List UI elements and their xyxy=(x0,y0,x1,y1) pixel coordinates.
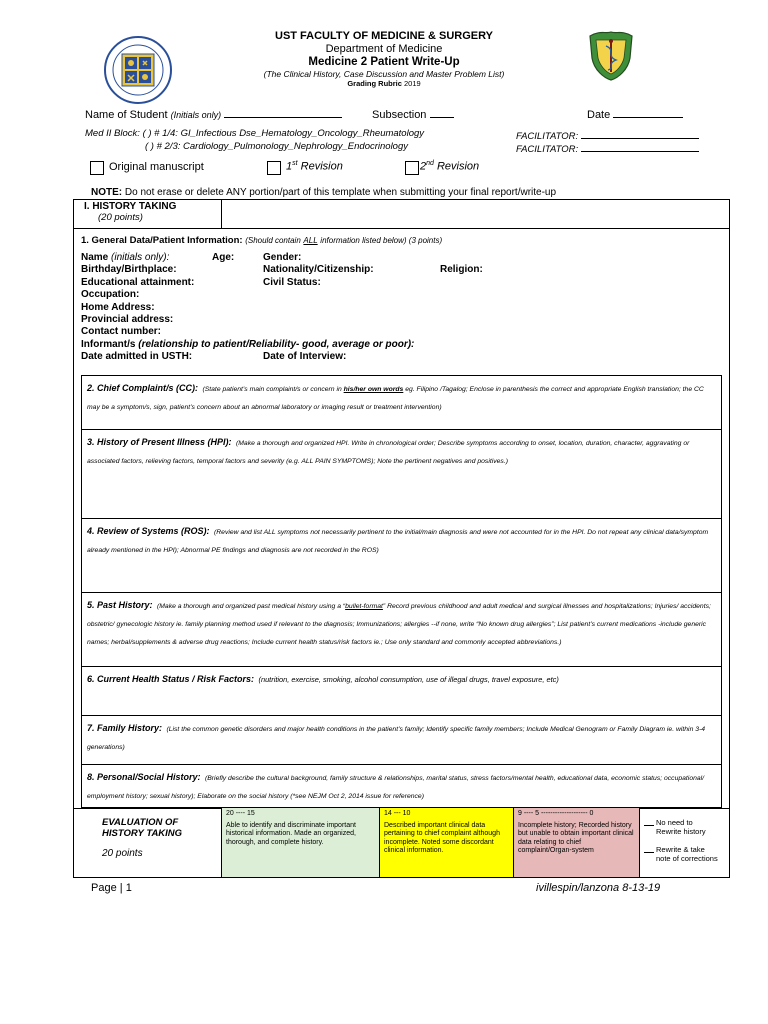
block-option-1-prefix[interactable]: ( ) # 1/4: xyxy=(142,128,178,139)
medicine-crest-logo xyxy=(586,30,636,82)
name-label: Name xyxy=(81,252,109,263)
past-history-title: 5. Past History: xyxy=(87,600,153,610)
present-illness-title: 3. History of Present Illness (HPI): xyxy=(87,437,232,447)
chief-complaint-desc-pre: (State patient’s main complaint/s or concern in xyxy=(202,386,344,393)
informant-field[interactable] xyxy=(81,339,414,351)
review-of-systems-section[interactable] xyxy=(81,518,722,557)
rubric-rewrite-cell xyxy=(644,818,728,863)
department-name: Department of Medicine xyxy=(325,43,443,55)
family-history-section[interactable] xyxy=(81,715,722,754)
document-title: Medicine 2 Patient Write-Up xyxy=(308,56,460,68)
informant-label: Informant/s xyxy=(81,338,136,350)
no-rewrite-blank xyxy=(644,825,654,826)
chief-complaint-desc-post: eg. Filipino /Tagalog; Enclose in parenthesis the correct and appropriate English translation; the CC may be a symptom/s, sign, patient’s concern about an abnormal laboratory or imaging result or treatment intervention) xyxy=(87,386,704,411)
first-revision-checkbox[interactable] xyxy=(267,161,281,175)
personal-social-title: 8. Personal/Social History: xyxy=(87,772,201,782)
page-label: Page xyxy=(91,882,117,894)
occupation-field[interactable]: Occupation: xyxy=(81,289,140,301)
first-revision-text: Revision xyxy=(300,160,343,173)
general-data-desc-pre: (Should contain xyxy=(245,236,301,245)
rubric-excellent-text: Able to identify and discriminate important historical information. Made an organized, thorough, and complete history. xyxy=(226,821,356,846)
rewrite-blank xyxy=(644,852,654,853)
facilitator-label-2: FACILITATOR: xyxy=(516,144,579,155)
rubric-fair-text: Described important clinical data pertaining to chief complaint although incomplete. Noted some discordant clinical information. xyxy=(384,821,500,855)
no-rewrite-option[interactable] xyxy=(644,818,728,836)
general-data-heading xyxy=(81,235,442,246)
name-hint: (initials only): xyxy=(111,252,170,263)
school-name: UST FACULTY OF MEDICINE & SURGERY xyxy=(275,30,493,42)
rubric-poor-text: Incomplete history; Recorded history but unable to obtain important clinical data relating to chief complaint/Organ-system xyxy=(518,821,634,855)
contact-number-field[interactable]: Contact number: xyxy=(81,326,161,338)
provincial-address-field[interactable]: Provincial address: xyxy=(81,314,174,326)
history-title: I. HISTORY TAKING xyxy=(84,201,177,212)
past-history-desc-underline: bullet-format xyxy=(345,603,383,610)
current-health-section[interactable] xyxy=(81,666,722,687)
civil-status-field[interactable]: Civil Status: xyxy=(263,276,321,288)
grading-rubric-label xyxy=(234,79,534,88)
rubric-poor-range: 9 ---- 5 -------------------- 0 xyxy=(518,810,594,817)
original-manuscript-checkbox[interactable] xyxy=(90,161,104,175)
history-points: (20 points) xyxy=(98,212,143,223)
past-history-desc-pre: (Make a thorough and organized past medical history using a “ xyxy=(156,603,346,610)
student-name-field[interactable] xyxy=(224,107,342,118)
date-of-interview-field[interactable]: Date of Interview: xyxy=(263,351,347,363)
rewrite-option[interactable] xyxy=(644,845,728,863)
chief-complaint-desc-underline: his/her own words xyxy=(343,386,404,393)
page-separator: | xyxy=(119,882,123,894)
present-illness-section[interactable] xyxy=(81,429,722,468)
second-revision-number: 2 xyxy=(420,160,427,173)
document-subtitle: (The Clinical History, Case Discussion and Master Problem List) xyxy=(263,69,505,79)
evaluation-title-cell xyxy=(102,817,182,859)
facilitator-row-2 xyxy=(516,141,699,155)
rubric-fair-cell[interactable] xyxy=(380,808,514,877)
facilitator-field-2[interactable] xyxy=(581,141,699,152)
current-health-desc: (nutrition, exercise, smoking, alcohol consumption, use of illegal drugs, travel exposure, etc) xyxy=(258,675,559,684)
informant-hint: (relationship to patient/Reliability- good, average or poor): xyxy=(138,338,415,350)
page-number xyxy=(91,882,132,894)
religion-field[interactable]: Religion: xyxy=(440,264,483,276)
note-label: NOTE: xyxy=(91,187,123,198)
date-row xyxy=(587,107,683,121)
block-row-2 xyxy=(145,141,408,152)
no-rewrite-line2: Rewrite history xyxy=(656,827,706,836)
rubric-fair-range: 14 --- 10 xyxy=(384,810,411,817)
block-option-2-prefix[interactable]: ( ) # 2/3: xyxy=(145,141,181,152)
first-revision-superscript: st xyxy=(292,160,298,167)
rubric-excellent-cell[interactable] xyxy=(221,808,380,877)
facilitator-row-1 xyxy=(516,128,699,142)
name-field[interactable] xyxy=(81,252,414,264)
review-of-systems-title: 4. Review of Systems (ROS): xyxy=(87,526,210,536)
block-option-1: GI_Infectious Dse_Hematology_Oncology_Rheumatology xyxy=(180,128,425,139)
gender-field[interactable]: Gender: xyxy=(263,252,302,263)
ust-seal-logo xyxy=(103,35,173,105)
education-field[interactable]: Educational attainment: xyxy=(81,276,195,288)
rubric-poor-cell[interactable] xyxy=(514,808,640,877)
family-history-title: 7. Family History: xyxy=(87,723,163,733)
chief-complaint-section[interactable] xyxy=(81,375,722,414)
facilitator-field-1[interactable] xyxy=(581,128,699,139)
original-manuscript-label: Original manuscript xyxy=(109,161,204,173)
block-row-1 xyxy=(85,128,424,139)
student-name-row xyxy=(85,107,342,121)
general-data-desc-all: ALL xyxy=(303,236,318,245)
subsection-field[interactable] xyxy=(430,107,454,118)
evaluation-title-line1: EVALUATION OF xyxy=(102,817,179,828)
first-revision-number: 1 xyxy=(286,160,293,173)
current-health-title: 6. Current Health Status / Risk Factors: xyxy=(87,674,255,684)
past-history-desc-post: ” Record previous childhood and adult medical and surgical illnesses and hospitalizations; Injuries/ accidents; obstetric/ gynecologic history ie. family planning method used if relevant to the diagnosis; Immunizations; allergies --if none, write “No known drug allergies”; List patient’s current medications -include generic names; herbal/supplements & adverse drug reactions; Include current health status/risk factors ie.; Use only standard and commonly accepted abbreviations.) xyxy=(87,603,711,646)
second-revision-label xyxy=(420,160,479,173)
evaluation-points: 20 points xyxy=(102,848,143,859)
history-title-divider xyxy=(73,228,730,229)
family-history-desc: (List the common genetic disorders and major health conditions in the patient’s family; Identify specific family members; Include Medical Genogram or Family Diagram ie. within 3-4 generations) xyxy=(87,726,706,751)
page-num: 1 xyxy=(125,882,132,894)
rubric-year: 2019 xyxy=(404,79,421,88)
no-rewrite-line1: No need to xyxy=(656,818,693,827)
date-admitted-field[interactable]: Date admitted in USTH: xyxy=(81,351,193,363)
chief-complaint-title: 2. Chief Complaint/s (CC): xyxy=(87,383,199,393)
general-data-desc-post: information listed below) (3 points) xyxy=(320,236,443,245)
evaluation-title-line2: HISTORY TAKING xyxy=(102,828,183,839)
nationality-field[interactable]: Nationality/Citizenship: xyxy=(263,264,374,276)
rewrite-line2: note of corrections xyxy=(656,854,718,863)
rubric-excellent-range: 20 ---- 15 xyxy=(226,810,255,817)
personal-social-desc: (Briefly describe the cultural background, family structure & relationships, marital status, stress factors/mental health, educational data, economic status; occupational/ employment history; sexual history); Elaborate on the social history (*see NEJM Oct 2, 2014 issue for reference) xyxy=(87,775,705,800)
block-label: Med II Block: xyxy=(85,128,140,139)
date-label: Date xyxy=(587,109,611,121)
second-revision-checkbox[interactable] xyxy=(405,161,419,175)
date-field[interactable] xyxy=(613,107,683,118)
student-name-label: Name of Student xyxy=(85,109,168,121)
subsection-row xyxy=(372,107,454,121)
rubric-bold-text: Grading Rubric xyxy=(347,79,402,88)
note-text: Do not erase or delete ANY portion/part of this template when submitting your final report/write-up xyxy=(124,187,557,198)
history-title-cell xyxy=(84,201,176,223)
student-name-hint: (Initials only) xyxy=(170,110,222,120)
past-history-section[interactable] xyxy=(81,592,722,649)
block-option-2: Cardiology_Pulmonology_Nephrology_Endocrinology xyxy=(183,141,408,152)
general-data-title: 1. General Data/Patient Information: xyxy=(81,235,243,246)
present-illness-desc: (Make a thorough and organized HPI. Write in chronological order; Describe symptoms according to onset, location, duration, character, aggravating or associated factors, relieving factors, temporal factors and severity (e.g. ALL PAIN SYMPTOMS); Note the pertinent negatives and positives.) xyxy=(87,440,690,465)
second-revision-superscript: nd xyxy=(426,160,434,167)
history-title-cell-divider xyxy=(221,199,222,228)
review-of-systems-desc: (Review and list ALL symptoms not necessarily pertinent to the initial/main diagnosis and were not accounted for in the HPI. Do not repeat any clinical data/symptom already mentioned in the HPI); Abnormal PE findings and diagnosis are not recorded in the ROS) xyxy=(87,529,709,554)
home-address-field[interactable]: Home Address: xyxy=(81,301,155,313)
first-revision-label xyxy=(286,160,343,173)
rewrite-line1: Rewrite & take xyxy=(656,845,705,854)
author-credit: ivillespin/lanzona 8-13-19 xyxy=(536,882,661,894)
subsection-label: Subsection xyxy=(372,109,427,121)
birthday-field[interactable]: Birthday/Birthplace: xyxy=(81,264,177,276)
second-revision-text: Revision xyxy=(436,160,480,173)
personal-social-section[interactable] xyxy=(81,764,722,803)
age-field[interactable]: Age: xyxy=(212,252,235,263)
facilitator-label-1: FACILITATOR: xyxy=(516,131,579,142)
template-note xyxy=(91,187,556,198)
